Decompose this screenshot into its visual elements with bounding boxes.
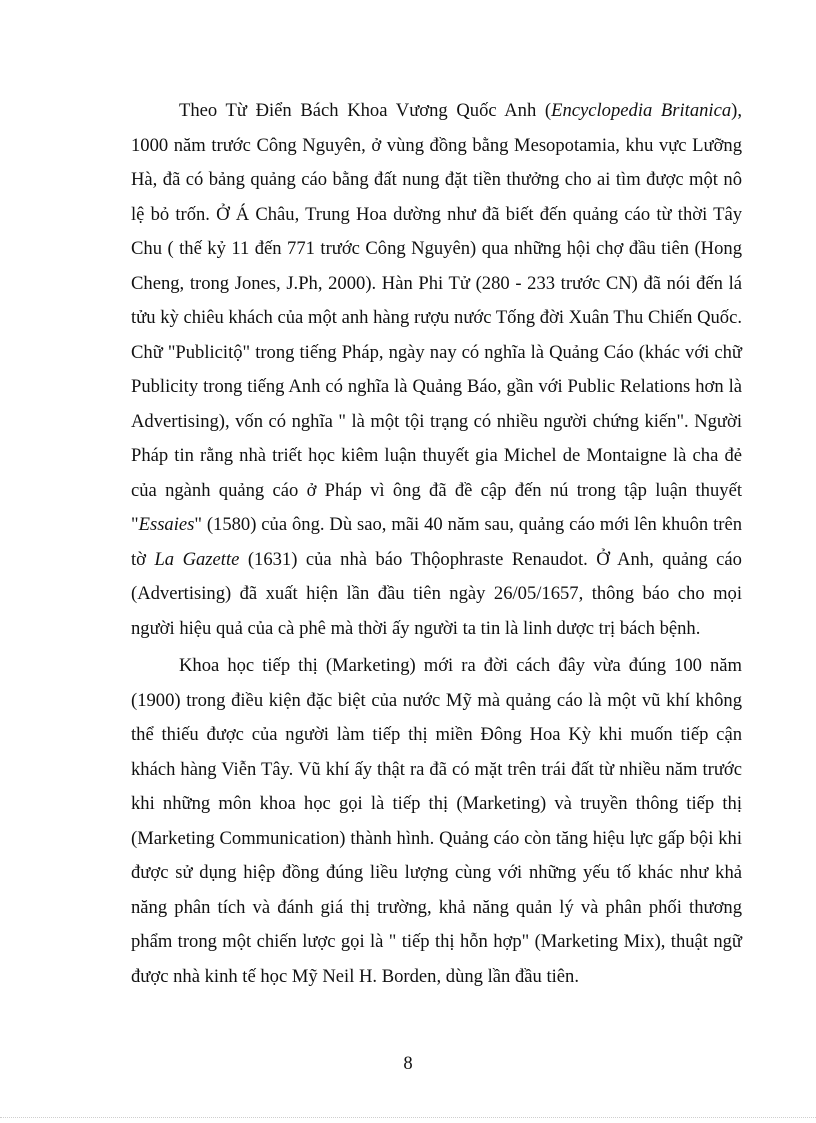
paragraph <box>131 649 742 994</box>
paragraph-text: Theo Từ Điển Bách Khoa Vương Quốc Anh ( <box>179 100 552 121</box>
italic-title-text: Essaies <box>138 514 195 535</box>
italic-title-text: La Gazette <box>154 548 240 570</box>
page-bottom-divider <box>0 1117 816 1118</box>
paragraph-text: Khoa học tiếp thị (Marketing) mới ra đời cách đây vừa đúng 100 năm (1900) trong điều kiện đặc biệt của nước Mỹ mà quảng cáo là một vũ khí không thể thiếu được của người làm tiếp thị miền Đông Hoa Kỳ khi muốn tiếp cận khách hàng Viễn Tây. Vũ khí ấy thật ra đã có mặt trên trái đất từ nhiều năm trước khi những môn khoa học gọi là tiếp thị (Marketing) và truyền thông tiếp thị (Marketing Communication) thành hình. Quảng cáo còn tăng hiệu lực gấp bội khi được sử dụng hiệp đồng đúng liều lượng cùng với những yếu tố khác như khả năng phân tích và đánh giá thị trường, khả năng quản lý và phân phối thương phẩm trong một chiến lược gọi là " tiếp thị hỗn hợp" (Marketing Mix), thuật ngữ được nhà kinh tế học Mỹ Neil H. Borden, dùng lần đầu tiên. <box>131 655 742 987</box>
paragraph-text: (1631) của nhà báo Thộophraste Renaudot. Ở Anh, quảng cáo (Advertising) đã xuất hiện lần đầu tiên ngày 26/05/1657, thông báo cho mọi người hiệu quả của cà phê mà thời ấy người ta tin là linh dược trị bách bệnh. <box>131 548 742 639</box>
paragraph-text: ), 1000 năm trước Công Nguyên, ở vùng đồng bằng Mesopotamia, khu vực Lưỡng Hà, đã có bảng quảng cáo bằng đất nung đặt tiền thưởng cho ai tìm được một nô lệ bỏ trốn. Ở Á Châu, Trung Hoa dường như đã biết đến quảng cáo từ thời Tây Chu ( thế kỷ 11 đến 771 trước Công Nguyên) qua những hội chợ đầu tiên (Hong Cheng, trong Jones, J.Ph, 2000). Hàn Phi Tử (280 - 233 trước CN) đã nói đến lá tửu kỳ chiêu khách của một anh hàng rượu nước Tống đời Xuân Thu Chiến Quốc. Chữ "Publicitộ" trong tiếng Pháp, ngày nay có nghĩa là Quảng Cáo (khác với chữ Publicity trong tiếng Anh có nghĩa là Quảng Báo, gần với Public Relations hơn là Advertising), vốn có nghĩa " là một tội trạng có nhiều người chứng kiến". Người Pháp tin rằng nhà triết học kiêm luận thuyết gia Michel de Montaigne là cha đẻ của ngành quảng cáo ở Pháp vì ông đã đề cập đến nú trong tập luận thuyết " <box>131 100 742 535</box>
body-text <box>131 94 742 994</box>
page-number: 8 <box>403 1053 413 1074</box>
paragraph-text: " (1580) của ông. Dù sao, mãi 40 năm sau, quảng cáo mới lên khuôn trên tờ <box>131 514 742 570</box>
italic-title-text: Encyclopedia Britanica <box>551 100 732 121</box>
paragraph <box>131 94 742 646</box>
